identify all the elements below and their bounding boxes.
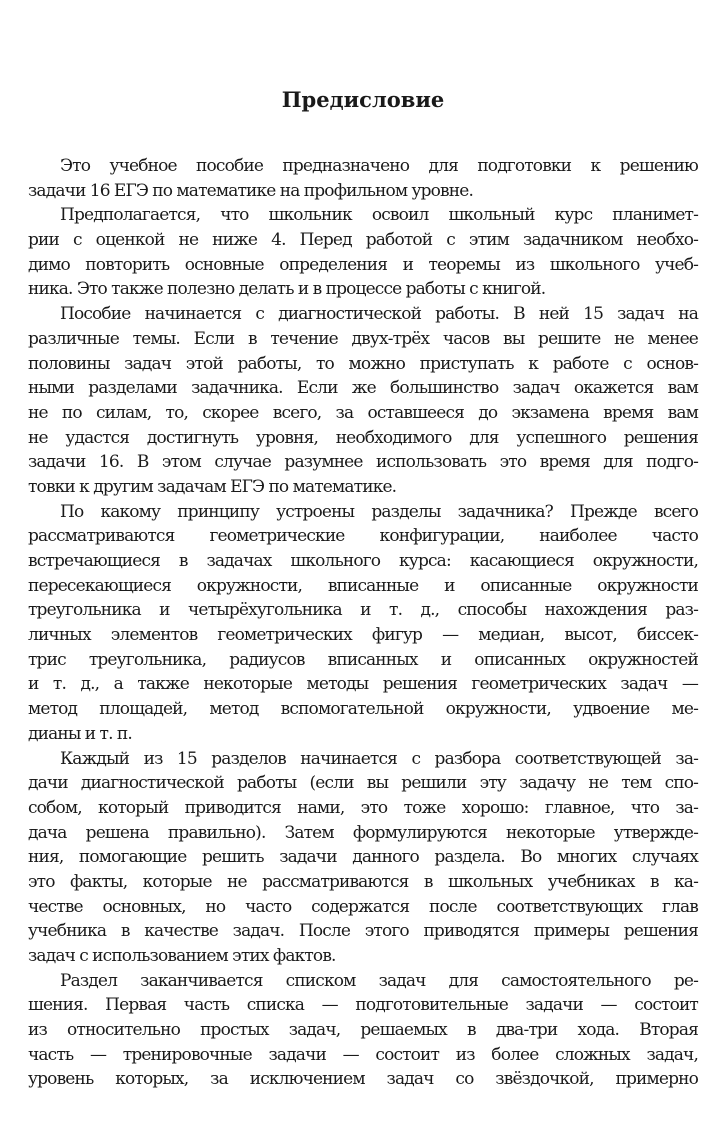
text-line: ния, помогающие решить задачи данного раздела. Во многих случаях — [28, 847, 698, 868]
text-line: личных элементов геометрических фигур — медиан, высот, биссек- — [28, 625, 698, 646]
text-line: задач с использованием этих фактов. — [28, 946, 336, 966]
text-line: уровень которых, за исключением задач со звёздочкой, примерно — [28, 1069, 698, 1090]
text-line: половины задач этой работы, то можно приступать к работе с основ- — [28, 353, 698, 374]
text-line: из относительно простых задач, решаемых в два-три хода. Вторая — [28, 1020, 698, 1041]
text-line: не по силам, то, скорее всего, за оставшееся до экзамена время вам — [28, 402, 698, 423]
text-line: По какому принципу устроены разделы задачника? Прежде всего — [60, 501, 698, 522]
text-line: не удастся достигнуть уровня, необходимого для успешного решения — [28, 427, 698, 448]
text-line: трис треугольника, радиусов вписанных и описанных окружностей — [28, 649, 698, 670]
text-line: Пособие начинается с диагностической работы. В ней 15 задач на — [60, 304, 698, 325]
text-line: это факты, которые не рассматриваются в школьных учебниках в ка- — [28, 871, 698, 892]
text-line: ника. Это также полезно делать и в процессе работы с книгой. — [28, 279, 546, 300]
text-line: задачи 16. В этом случае разумнее использовать это время для подго- — [28, 452, 698, 473]
text-line: различные темы. Если в течение двух-трёх часов вы решите не менее — [28, 328, 698, 349]
text-line: дачи диагностической работы (если вы решили эту задачу не тем спо- — [28, 773, 698, 794]
text-line: димо повторить основные определения и теоремы из школьного учеб- — [28, 254, 698, 275]
text-line: дача решена правильно). Затем формулируются некоторые утвержде- — [28, 822, 698, 843]
text-line: встречающиеся в задачах школьного курса: касающиеся окружности, — [28, 551, 698, 571]
text-line: рии с оценкой не ниже 4. Перед работой с этим задачником необхо- — [28, 230, 698, 251]
text-line: Раздел заканчивается списком задач для самостоятельного ре- — [60, 970, 698, 991]
text-line: задачи 16 ЕГЭ по математике на профильном уровне. — [28, 180, 474, 201]
body-text — [28, 154, 698, 1092]
text-line: честве основных, но часто содержатся после соответствующих глав — [28, 896, 698, 917]
text-line: рассматриваются геометрические конфигурации, наиболее часто — [28, 526, 698, 547]
text-line: товки к другим задачам ЕГЭ по математике. — [28, 476, 397, 497]
text-line: метод площадей, метод вспомогательной окружности, удвоение ме- — [28, 699, 698, 720]
page-title: Предисловие — [281, 87, 445, 112]
text-line: пересекающиеся окружности, вписанные и описанные окружности — [28, 575, 698, 596]
text-line: дианы и т. п. — [28, 723, 132, 744]
text-line: шения. Первая часть списка — подготовительные задачи — состоит — [28, 995, 698, 1016]
text-line: собом, который приводится нами, это тоже хорошо: главное, что за- — [28, 797, 698, 818]
text-line: Предполагается, что школьник освоил школьный курс планимет- — [60, 205, 698, 226]
text-line: ными разделами задачника. Если же большинство задач окажется вам — [28, 378, 698, 399]
text-line: часть — тренировочные задачи — состоит из более сложных задач, — [28, 1044, 698, 1065]
text-line: Это учебное пособие предназначено для подготовки к решению — [60, 156, 698, 176]
text-line: и т. д., а также некоторые методы решения геометрических задач — — [28, 674, 698, 695]
text-line: Каждый из 15 разделов начинается с разбора соответствующей за- — [60, 748, 698, 769]
text-line: учебника в качестве задач. После этого приводятся примеры решения — [28, 921, 698, 942]
text-line: треугольника и четырёхугольника и т. д., способы нахождения раз- — [28, 600, 698, 621]
